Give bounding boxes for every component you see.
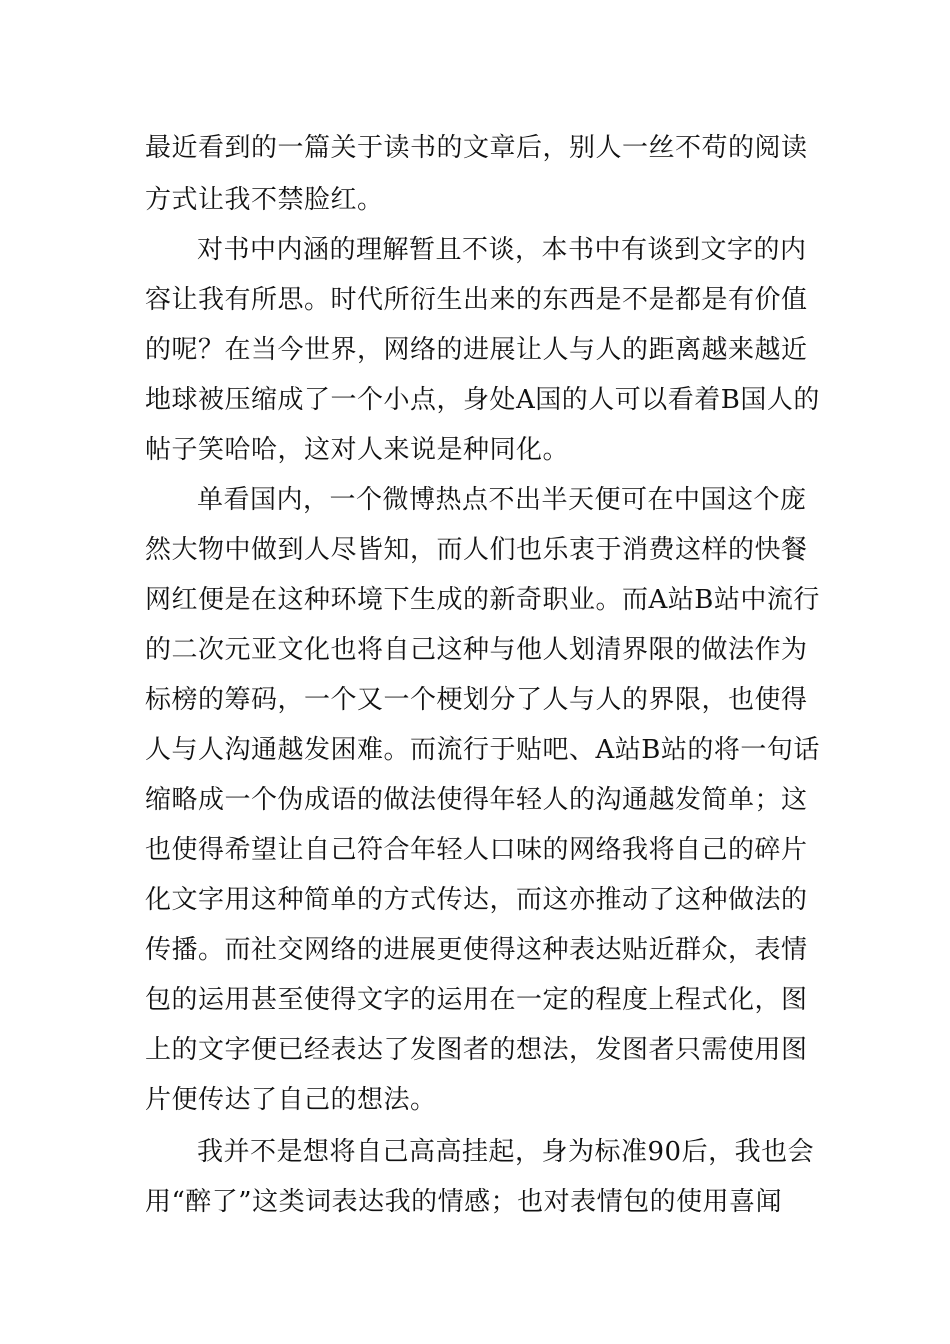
text-line: 帖子笑哈哈，这对人来说是种同化。 [145,435,570,465]
text-line: 地球被压缩成了一个小点，身处A国的人可以看着B国人的 [145,385,820,415]
paragraph-start-line: 对书中内涵的理解暂且不谈，本书中有谈到文字的内 [197,235,807,265]
text-line: 方式让我不禁脸红。 [145,185,384,215]
text-line: 也使得希望让自己符合年轻人口味的网络我将自己的碎片 [145,835,808,865]
text-line: 片便传达了自己的想法。 [145,1085,437,1115]
text-line: 的二次元亚文化也将自己这种与他人划清界限的做法作为 [145,635,808,665]
paragraph-start-line: 我并不是想将自己高高挂起，身为标准90后，我也会 [197,1137,815,1167]
text-line: 包的运用甚至使得文字的运用在一定的程度上程式化，图 [145,985,808,1015]
text-line: 用“醉了”这类词表达我的情感；也对表情包的使用喜闻 [145,1187,783,1217]
text-line: 人与人沟通越发困难。而流行于贴吧、A站B站的将一句话 [145,735,820,765]
text-line: 容让我有所思。时代所衍生出来的东西是不是都是有价值 [145,285,808,315]
text-line: 传播。而社交网络的进展更使得这种表达贴近群众，表情 [145,935,808,965]
text-line: 上的文字便已经表达了发图者的想法，发图者只需使用图 [145,1035,808,1065]
text-line: 的呢？在当今世界，网络的进展让人与人的距离越来越近 [145,335,808,365]
text-line: 化文字用这种简单的方式传达，而这亦推动了这种做法的 [145,885,808,915]
paragraph-start-line: 单看国内，一个微博热点不出半天便可在中国这个庞 [197,485,807,515]
text-line: 缩略成一个伪成语的做法使得年轻人的沟通越发简单；这 [145,785,808,815]
text-line: 标榜的筹码，一个又一个梗划分了人与人的界限，也使得 [145,685,808,715]
text-line: 最近看到的一篇关于读书的文章后，别人一丝不苟的阅读 [145,133,808,163]
text-line: 网红便是在这种环境下生成的新奇职业。而A站B站中流行 [145,585,820,615]
text-line: 然大物中做到人尽皆知，而人们也乐衷于消费这样的快餐 [145,535,808,565]
